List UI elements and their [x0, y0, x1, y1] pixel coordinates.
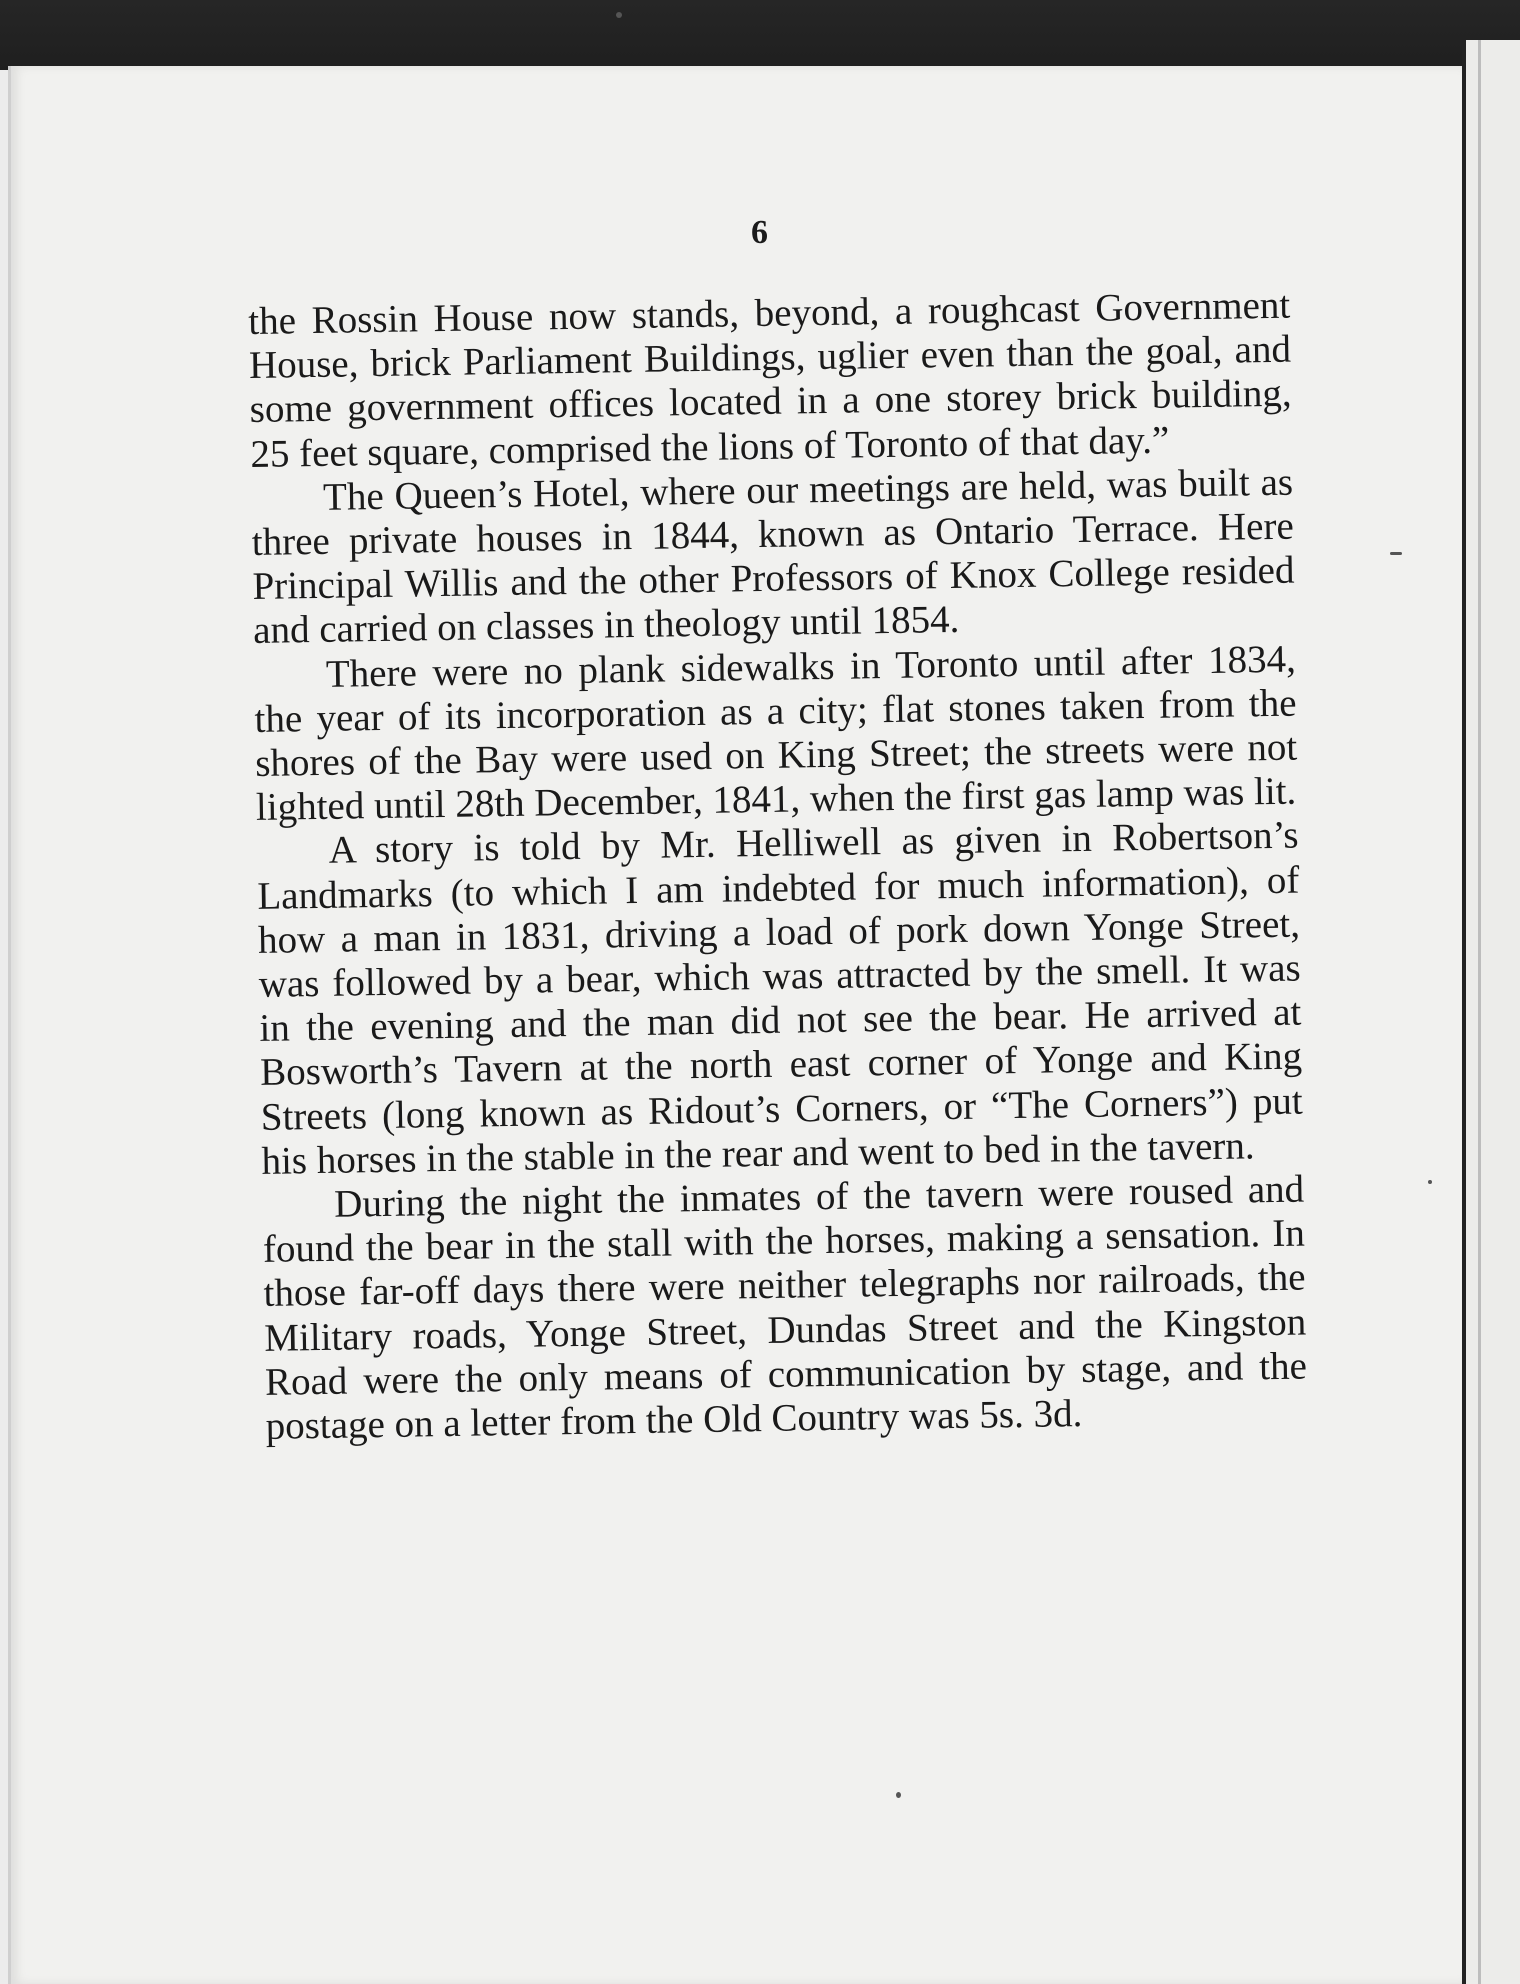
page-number-text: 6	[751, 214, 769, 251]
scan-speck	[1390, 552, 1402, 555]
body-text	[248, 284, 1308, 1450]
page-edge-line	[1478, 40, 1481, 1984]
page-number	[0, 214, 1520, 252]
paragraph-5: During the night the inmates of the tavern were roused and found the bear in the stall with the horses, making a sensation. In those far-off days there were neither telegraphs nor railroads, the Military roads, Yonge Street, Dundas Street and the Kingston Road were the only means of communication by stage, and the postage on a letter from the Old Country was 5s. 3d.	[262, 1167, 1308, 1448]
paragraph-4: A story is told by Mr. Helliwell as given in Robertson’s Landmarks (to which I am indebted for much information), of how a man in 1831, driving a load of pork down Yonge Street, was followed by a bear, which was attracted by the smell. It was in the evening and the man did not see the bear. He arrived at Bosworth’s Tavern at the north east corner of Yonge and King Streets (long known as Ridout’s Corners, or “The Corners”) put his horses in the stable in the rear and went to bed in the tavern.	[257, 814, 1304, 1183]
paragraph-2: The Queen’s Hotel, where our meetings are held, was built as three private houses in 1844, known as Ontario Terrace. Here Principal Willis and the other Professors of Knox College resided and carried on classes in theology until 1854.	[251, 460, 1295, 653]
scan-speck	[896, 1792, 901, 1798]
facing-page-edge	[1462, 40, 1520, 1984]
paragraph-3: There were no plank sidewalks in Toronto until after 1834, the year of its incorporation as a city; flat stones taken from the shores of the Bay were used on King Street; the streets were not lighted until 28th December, 1841, when the first gas lamp was lit.	[254, 637, 1298, 830]
scan-speck	[1428, 1180, 1432, 1184]
scan-speck	[616, 12, 622, 18]
paragraph-1: the Rossin House now stands, beyond, a roughcast Government House, brick Parliament Buildings, uglier even than the goal, and some government offices located in a one storey brick building, 25 feet square, comprised the lions of Toronto of that day.”	[248, 283, 1292, 476]
